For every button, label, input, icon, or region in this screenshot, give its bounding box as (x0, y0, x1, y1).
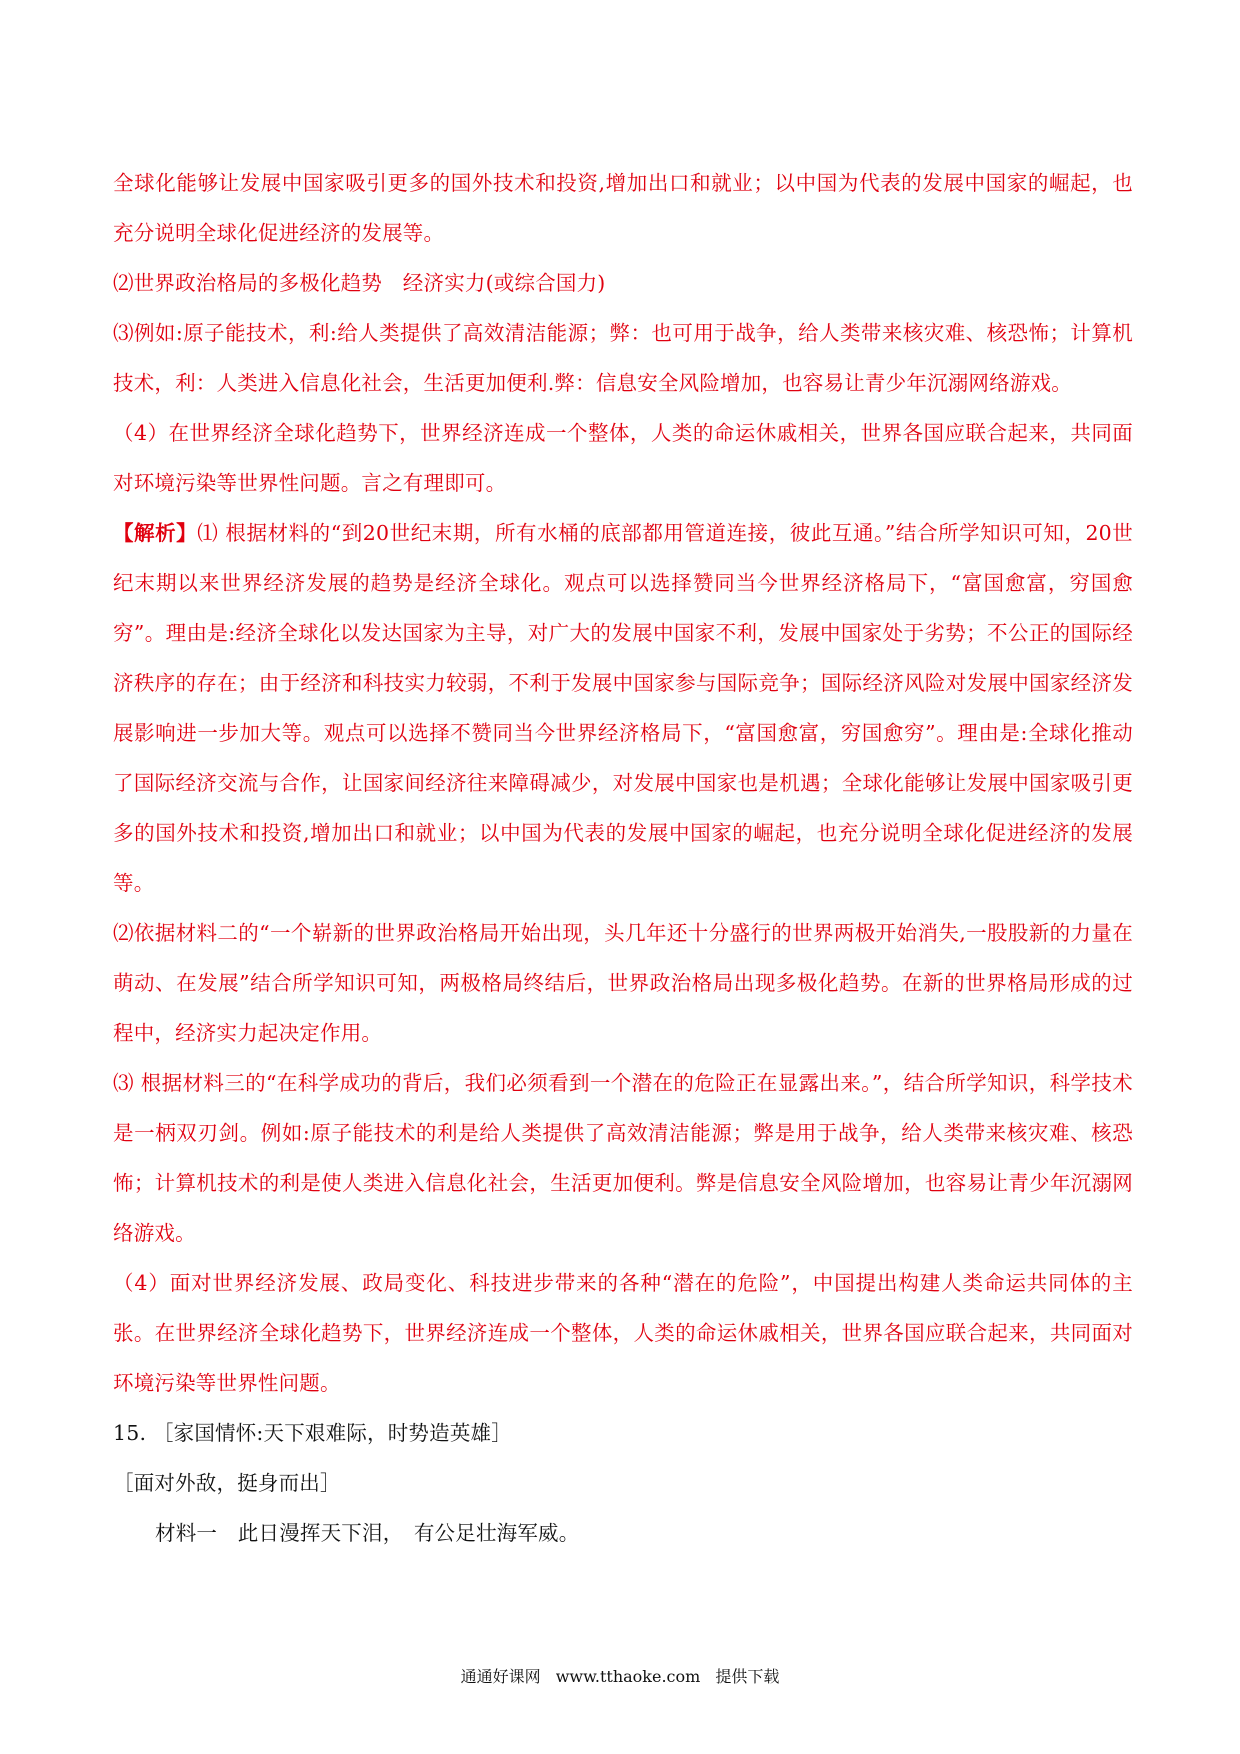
footer-site-name: 通通好课网 (460, 1667, 541, 1686)
answer-paragraph: （4）在世界经济全球化趋势下，世界经济连成一个整体，人类的命运休戚相关，世界各国应联合起来，共同面对环境污染等世界性问题。言之有理即可。 (113, 421, 1133, 495)
page-content (113, 158, 1133, 1558)
answer-paragraph: 全球化能够让发展中国家吸引更多的国外技术和投资,增加出口和就业；以中国为代表的发展中国家的崛起，也充分说明全球化促进经济的发展等。 (113, 171, 1133, 245)
analysis-text: ⑴ 根据材料的“到20世纪末期，所有水桶的底部都用管道连接，彼此互通。”结合所学知识可知，20世纪末期以来世界经济发展的趋势是经济全球化。观点可以选择赞同当今世界经济格局下，“富国愈富，穷国愈穷”。理由是:经济全球化以发达国家为主导，对广大的发展中国家不利，发展中国家处于劣势；不公正的国际经济秩序的存在；由于经济和科技实力较弱，不利于发展中国家参与国际竞争；国际经济风险对发展中国家经济发展影响进一步加大等。观点可以选择不赞同当今世界经济格局下，“富国愈富，穷国愈穷”。理由是:全球化推动了国际经济交流与合作，让国家间经济往来障碍减少，对发展中国家也是机遇；全球化能够让发展中国家吸引更多的国外技术和投资,增加出口和就业；以中国为代表的发展中国家的崛起，也充分说明全球化促进经济的发展等。 (113, 521, 1133, 895)
material-line: 材料一 此日漫挥天下泪， 有公足壮海军威。 (155, 1521, 580, 1545)
question-heading: 15. ［家国情怀:天下艰难际，时势造英雄］ (113, 1421, 512, 1445)
page-footer (0, 1664, 1240, 1687)
analysis-paragraph (113, 508, 1133, 908)
analysis-paragraph: （4）面对世界经济发展、政局变化、科技进步带来的各种“潜在的危险”，中国提出构建人类命运共同体的主张。在世界经济全球化趋势下，世界经济连成一个整体，人类的命运休戚相关，世界各国应联合起来，共同面对环境污染等世界性问题。 (113, 1271, 1133, 1395)
analysis-tag: 【解析】 (113, 521, 198, 545)
question-subheading: ［面对外敌，挺身而出］ (113, 1471, 341, 1495)
answer-paragraph: ⑵世界政治格局的多极化趋势 经济实力(或综合国力) (113, 271, 606, 295)
footer-suffix: 提供下载 (715, 1667, 780, 1686)
analysis-paragraph: ⑵依据材料二的“一个崭新的世界政治格局开始出现，头几年还十分盛行的世界两极开始消失,一股股新的力量在萌动、在发展”结合所学知识可知，两极格局终结后，世界政治格局出现多极化趋势。在新的世界格局形成的过程中，经济实力起决定作用。 (113, 921, 1133, 1045)
footer-url: www.tthaoke.com (555, 1667, 701, 1686)
analysis-paragraph: ⑶ 根据材料三的“在科学成功的背后，我们必须看到一个潜在的危险正在显露出来。”，结合所学知识，科学技术是一柄双刃剑。例如:原子能技术的利是给人类提供了高效清洁能源；弊是用于战争，给人类带来核灾难、核恐怖；计算机技术的利是使人类进入信息化社会，生活更加便利。弊是信息安全风险增加，也容易让青少年沉溺网络游戏。 (113, 1071, 1133, 1245)
answer-paragraph: ⑶例如:原子能技术，利:给人类提供了高效清洁能源；弊：也可用于战争，给人类带来核灾难、核恐怖；计算机技术，利：人类进入信息化社会，生活更加便利.弊：信息安全风险增加，也容易让青少年沉溺网络游戏。 (113, 321, 1133, 395)
